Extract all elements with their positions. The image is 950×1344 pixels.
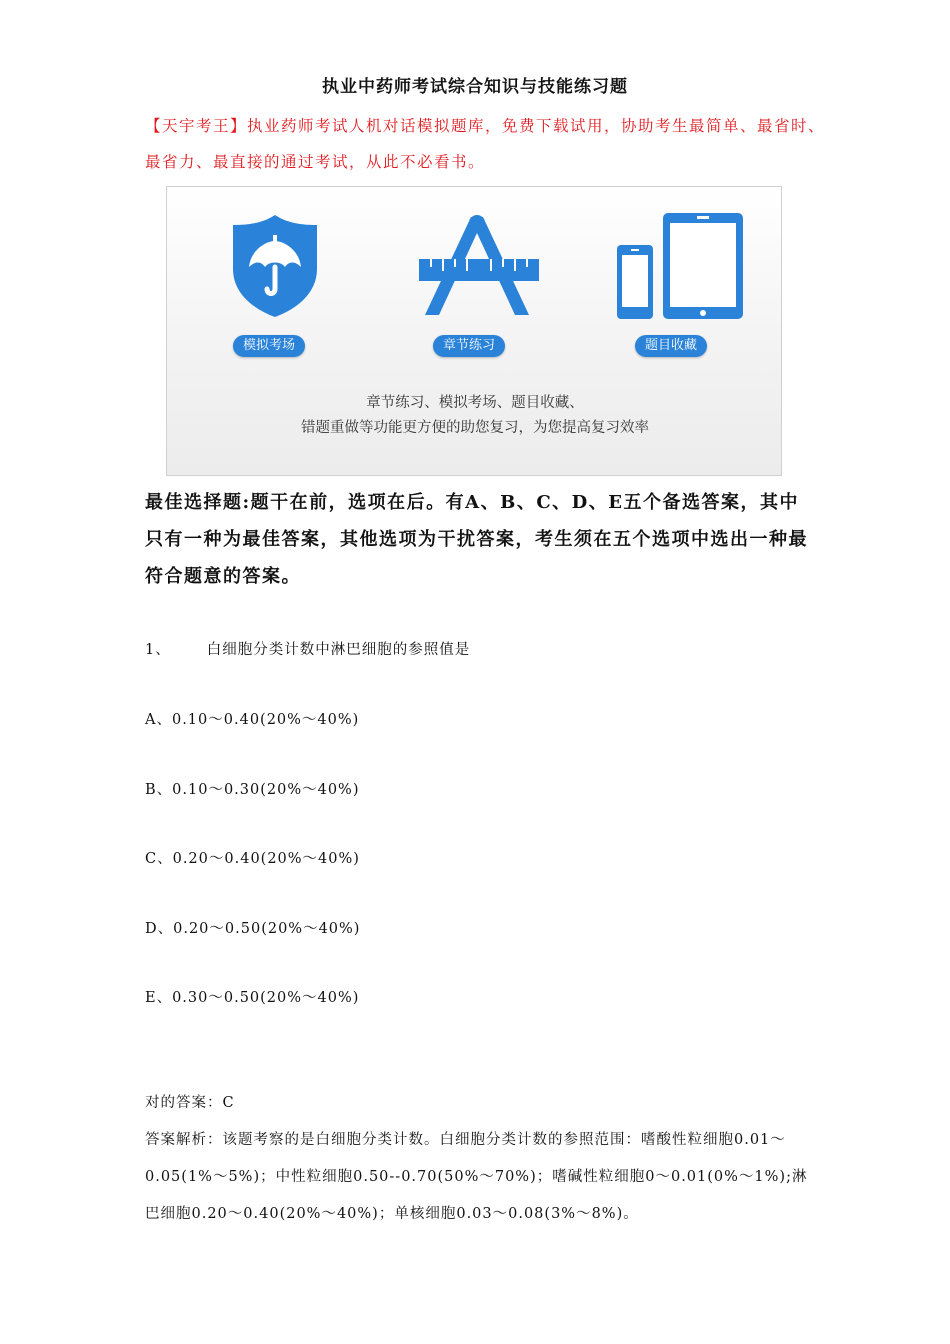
question-stem: [145, 638, 470, 659]
question-text: 白细胞分类计数中淋巴细胞的参照值是: [206, 642, 471, 658]
section-intro: 最佳选择题:题干在前，选项在后。有A、B、C、D、E五个备选答案，其中只有一种为最佳答案，其他选项为干扰答案，考生须在五个选项中选出一种最符合题意的答案。: [145, 492, 808, 587]
feature-label-mock-exam[interactable]: 模拟考场: [233, 335, 305, 357]
option-c[interactable]: C、0.20～0.40(20%～40%): [145, 851, 360, 867]
option-b[interactable]: B、0.10～0.30(20%～40%): [145, 782, 360, 798]
ruler-compass-icon: [417, 211, 541, 321]
question-number: 1、: [145, 642, 171, 658]
document-title: 执业中药师考试综合知识与技能练习题: [322, 77, 628, 97]
feature-label-chapter-practice[interactable]: 章节练习: [433, 335, 505, 357]
feature-banner[interactable]: [166, 186, 782, 476]
option-e[interactable]: E、0.30～0.50(20%～40%): [145, 990, 360, 1006]
banner-caption-line-2: 错题重做等功能更方便的助您复习，为您提高复习效率: [301, 420, 649, 436]
promo-text: 【天宇考王】执业药师考试人机对话模拟题库，免费下载试用，协助考生最简单、最省时、最省力、最直接的通过考试，从此不必看书。: [145, 117, 826, 171]
answer-explanation: 答案解析：该题考察的是白细胞分类计数。白细胞分类计数的参照范围：嗜酸性粒细胞0.01～0.05(1%～5%)；中性粒细胞0.50--0.70(50%～70%)；嗜碱性粒细胞0～0.01(0%～1%);淋巴细胞0.20～0.40(20%～40%)；单核细胞0.03～0.08(3%～8%)。: [145, 1132, 808, 1222]
shield-umbrella-icon: [227, 211, 323, 321]
feature-label-question-favorites[interactable]: 题目收藏: [635, 335, 707, 357]
phone-tablet-icon: [615, 211, 745, 323]
banner-caption-line-1: 章节练习、模拟考场、题目收藏、: [366, 395, 584, 411]
correct-answer: 对的答案：C: [145, 1095, 235, 1111]
option-a[interactable]: A、0.10～0.40(20%～40%): [145, 712, 360, 728]
option-d[interactable]: D、0.20～0.50(20%～40%): [145, 921, 361, 937]
